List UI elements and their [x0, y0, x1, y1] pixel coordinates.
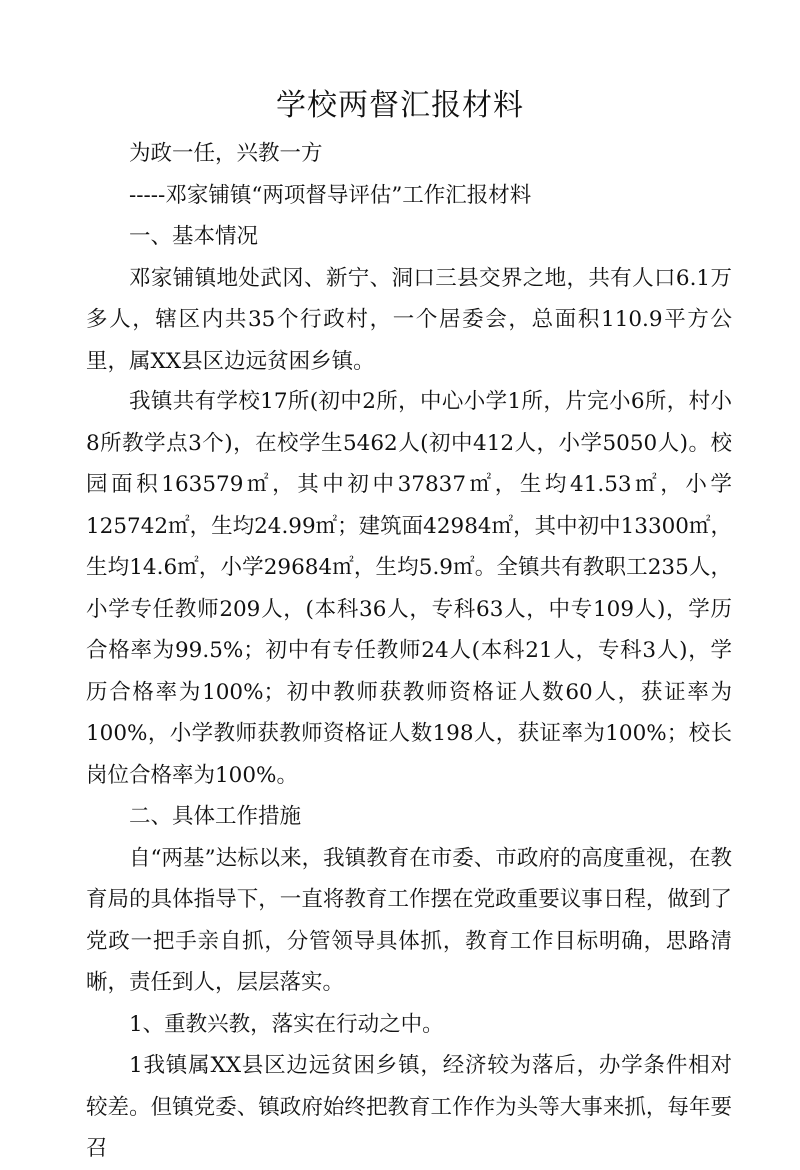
paragraph-subsection-1: 1我镇属XX县区边远贫困乡镇，经济较为落后，办学条件相对较差。但镇党委、镇政府始终把教育工作作为头等大事来抓，每年要召 — [86, 1053, 732, 1161]
document-body — [86, 133, 732, 382]
document-body-2 — [86, 381, 732, 1170]
section-2-heading: 二、具体工作措施 — [129, 804, 302, 829]
page-title: 学校两督汇报材料 — [276, 88, 524, 123]
paragraph-basic-info: 邓家铺镇地处武冈、新宁、洞口三县交界之地，共有人口6.1万多人，辖区内共35个行政村，一个居委会，总面积110.9平方公里，属XX县区边远贫困乡镇。 — [86, 265, 732, 374]
section-1-heading: 一、基本情况 — [129, 224, 259, 249]
paragraph-schools: 我镇共有学校17所(初中2所，中心小学1所，片完小6所，村小8所教学点3个)，在校学生5462人(初中412人，小学5050人)。校园面积163579㎡，其中初中37837㎡，生均41.53㎡，小学125742㎡，生均24.99㎡；建筑面42984㎡，其中初中13300㎡，生均14.6㎡，小学29684㎡，生均5.9㎡。全镇共有教职工235人，小学专任教师209人，(本科36人，专科63人，中专109人)，学历合格率为99.5%；初中有专任教师24人(本科21人，专科3人)，学历合格率为100%；初中教师获教师资格证人数60人，获证率为100%，小学教师获教师资格证人数198人，获证率为100%；校长岗位合格率为100%。 — [86, 389, 732, 788]
paragraph-measures: 自“两基”达标以来，我镇教育在市委、市政府的高度重视，在教育局的具体指导下，一直将教育工作摆在党政重要议事日程，做到了党政一把手亲自抓，分管领导具体抓，教育工作目标明确，思路清晰，责任到人，层层落实。 — [86, 845, 732, 995]
subtitle: 为政一任，兴教一方 — [129, 141, 323, 166]
subsection-1-heading: 1、重教兴教，落实在行动之中。 — [129, 1011, 444, 1037]
subtitle-2: -----邓家铺镇“两项督导评估”工作汇报材料 — [129, 182, 532, 208]
